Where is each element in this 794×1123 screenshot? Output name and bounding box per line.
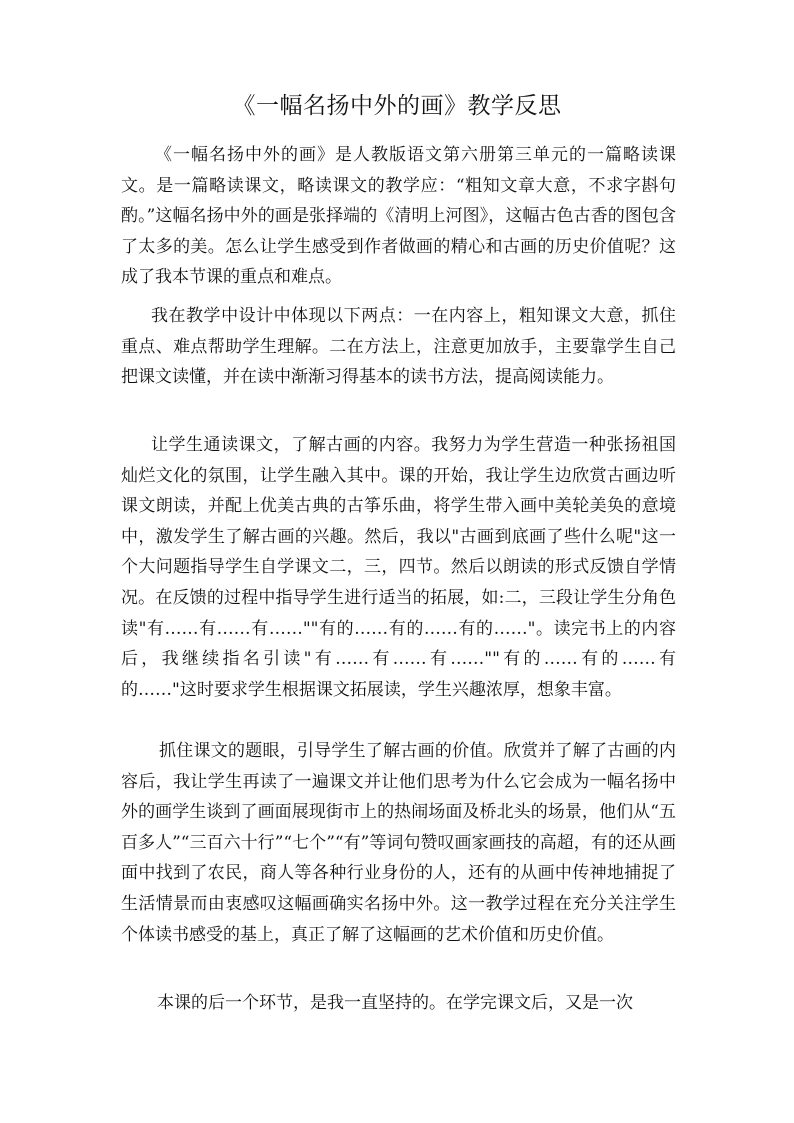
paragraph-3: 让学生通读课文，了解古画的内容。我努力为学生营造一种张扬祖国灿烂文化的氛围，让学生融入其中。课的开始，我让学生边欣赏古画边听课文朗读，并配上优美古典的古筝乐曲，将学生带入画中美轮美奂的意境中，激发学生了解古画的兴趣。然后，我以"古画到底画了些什么呢"这一个大问题指导学生自学课文二，三，四节。然后以朗读的形式反馈自学情况。在反馈的过程中指导学生进行适当的拓展，如:二，三段让学生分角色读"有……有……有……""有的……有的……有的……"。读完书上的内容后，我继续指名引读"有……有……有……""有的……有的……有的……"这时要求学生根据课文拓展读，学生兴趣浓厚，想象丰富。 <box>121 435 676 700</box>
paragraph-1: 《一幅名扬中外的画》是人教版语文第六册第三单元的一篇略读课文。是一篇略读课文，略读课文的教学应：“粗知文章大意，不求字斟句酌。”这幅名扬中外的画是张择端的《清明上河图》，这幅古色古香的图包含了太多的美。怎么让学生感受到作者做画的精心和古画的历史价值呢？这成了我本节课的重点和难点。 <box>121 145 676 288</box>
paragraph-2: 我在教学中设计中体现以下两点：一在内容上，粗知课文大意，抓住重点、难点帮助学生理解。二在方法上，注意更加放手，主要靠学生自己把课文读懂，并在读中渐渐习得基本的读书方法，提高阅读能力。 <box>121 306 676 388</box>
document-title: 《一幅名扬中外的画》教学反思 <box>232 93 562 119</box>
paragraph-5: 本课的后一个环节，是我一直坚持的。在学完课文后，又是一次 <box>157 993 633 1013</box>
paragraph-4: 抓住课文的题眼，引导学生了解古画的价值。欣赏并了解了古画的内容后，我让学生再读了一遍课文并让他们思考为什么它会成为一幅名扬中外的画学生谈到了画面展现街市上的热闹场面及桥北头的场景，他们从“五百多人”“三百六十行”“七个”“有”等词句赞叹画家画技的高超，有的还从画面中找到了农民，商人等各种行业身份的人，还有的从画中传神地捕捉了生活情景而由衷感叹这幅画确实名扬中外。这一教学过程在充分关注学生个体读书感受的基上，真正了解了这幅画的艺术价值和历史价值。 <box>121 741 676 945</box>
